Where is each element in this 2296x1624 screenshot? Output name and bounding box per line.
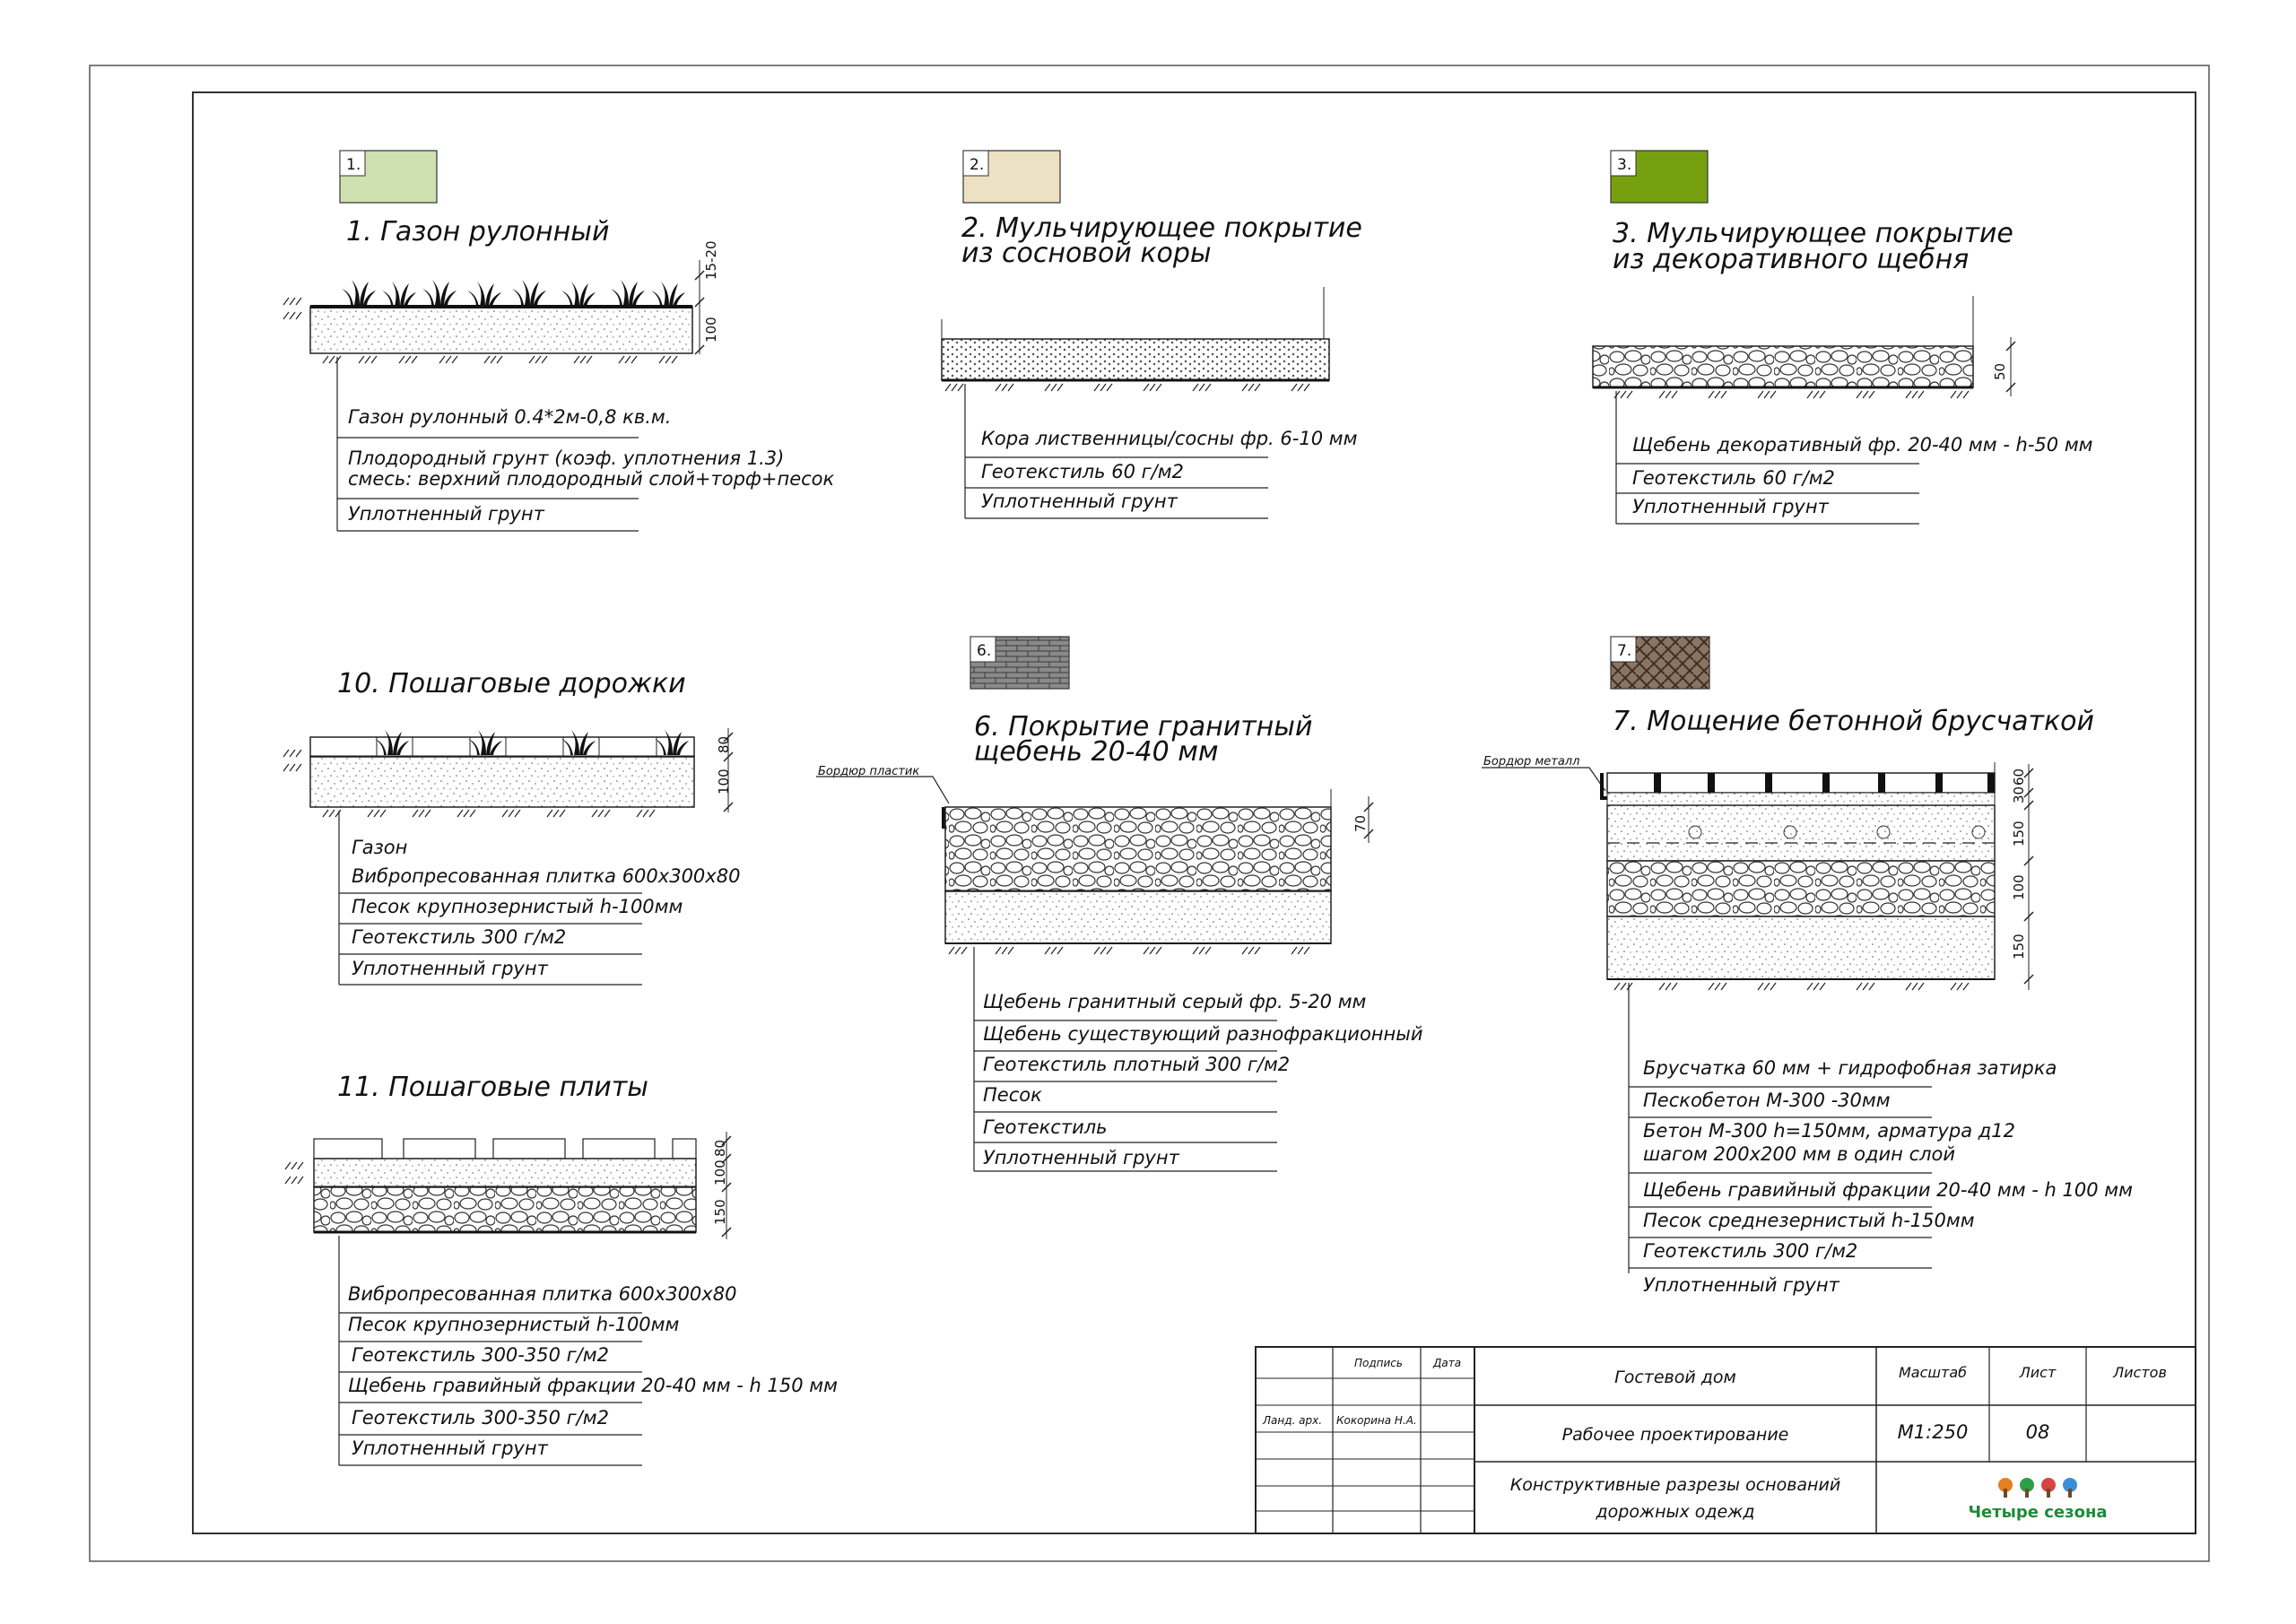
tb-sheet: 08 [2025,1421,2050,1443]
layer-7-gravel: Щебень гравийный фракции 20-40 мм - h 100 мм [1643,1179,2133,1201]
tb-sheet-title-2: дорожных одежд [1596,1502,1755,1522]
gravel-layer-7 [1607,861,1995,916]
tb-role: Ланд. арх. [1263,1414,1323,1427]
section-3-title-line2: из декоративного щебня [1613,244,1970,275]
layer-7-concrete-mesh: шагом 200x200 мм в один слой [1643,1143,1956,1165]
layer-6-geotextile-dense: Геотекстиль плотный 300 г/м2 [983,1054,1291,1075]
section-11-stepping-slabs [285,1072,838,1465]
tb-sheets-label: Листов [2113,1364,2167,1381]
sand-layer-11 [314,1159,696,1187]
dim-10-sand: 100 [716,769,732,795]
layer-1-soil-mix: смесь: верхний плодородный слой+торф+песок [348,468,835,490]
layer-7-compacted: Уплотненный грунт [1643,1274,1839,1296]
layer-11-compacted: Уплотненный грунт [352,1437,548,1459]
fertile-soil-layer [310,307,692,353]
layer-10-geotextile: Геотекстиль 300 г/м2 [352,926,567,948]
layer-10-sand: Песок крупнозернистый h-100мм [352,896,683,917]
layer-1-compacted: Уплотненный грунт [348,503,544,525]
sand-layer [310,757,694,807]
dim-7-sandcrete: 30 [2011,786,2027,803]
dim-7-sand: 150 [2011,934,2027,960]
layer-3-gravel: Щебень декоративный фр. 20-40 мм - h-50 мм [1632,434,2093,456]
layer-6-compacted: Уплотненный грунт [983,1147,1179,1168]
layer-6-sand: Песок [983,1084,1042,1106]
layer-11-slab: Вибропресованная плитка 600x300x80 [348,1283,737,1305]
tb-author: Кокорина Н.А. [1336,1414,1417,1427]
section-11-title: 11. Пошаговые плиты [337,1072,648,1103]
dim-11-sand: 100 [712,1159,728,1185]
layer-10-paver: Вибропресованная плитка 600x300x80 [352,865,741,887]
section-1-title: 1. Газон рулонный [346,216,610,248]
layer-6-granite: Щебень гранитный серый фр. 5-20 мм [983,991,1367,1012]
dim-11-gravel: 150 [712,1199,728,1225]
layer-7-sandcrete: Пескобетон М-300 -30мм [1643,1090,1891,1111]
tb-sheet-title-1: Конструктивные разрезы оснований [1509,1475,1841,1495]
section-3-gravel-mulch [1593,151,2093,524]
layer-7-sand: Песок среднезернистый h-150мм [1643,1210,1975,1231]
paver-layer [310,737,694,757]
section-2-title-line2: из сосновой коры [961,238,1212,269]
border-plastic-label: Бордюр пластик [818,765,920,778]
tb-stage: Рабочее проектирование [1561,1425,1789,1445]
tb-sheet-label: Лист [2019,1364,2057,1381]
layer-2-bark: Кора лиственницы/сосны фр. 6-10 мм [981,428,1358,449]
layer-7-geotextile: Геотекстиль 300 г/м2 [1643,1240,1858,1262]
layer-2-geotextile: Геотекстиль 60 г/м2 [981,461,1184,482]
section-10-stepping-path [283,668,740,985]
section-6-granite-gravel [816,637,1423,1171]
gravel-layer-11 [314,1187,696,1232]
swatch-6-number: 6. [977,642,992,660]
layer-11-geotextile-1: Геотекстиль 300-350 г/м2 [352,1344,609,1366]
dim-1-grass: 15-20 [703,240,719,280]
section-6-title-line1: 6. Покрытие гранитный [974,711,1313,743]
dim-7-paver: 60 [2011,768,2027,786]
layer-6-existing: Щебень существующий разнофракционный [983,1023,1423,1045]
section-10-title: 10. Пошаговые дорожки [337,668,686,699]
tb-project: Гостевой дом [1614,1368,1736,1387]
dim-11-slab: 80 [712,1139,728,1157]
swatch-1-number: 1. [346,156,361,174]
section-2-title-line1: 2. Мульчирующее покрытие [961,213,1362,244]
decorative-gravel-layer [1593,346,1973,387]
section-3-title-line1: 3. Мульчирующее покрытие [1613,218,2013,249]
layer-11-gravel: Щебень гравийный фракции 20-40 мм - h 150 мм [348,1375,838,1396]
section-7-title: 7. Мощение бетонной брусчаткой [1613,706,2094,737]
tb-scale-label: Масштаб [1898,1364,1968,1381]
section-6-title-line2: щебень 20-40 мм [974,736,1219,768]
dim-6-gravel: 70 [1352,814,1369,832]
section-2-bark-mulch [942,151,1362,518]
tb-sign-header: Подпись [1354,1357,1403,1369]
layer-2-compacted: Уплотненный грунт [981,491,1178,512]
tb-scale: М1:250 [1897,1421,1969,1443]
tb-date-header: Дата [1433,1357,1462,1369]
dim-10-paver: 80 [716,735,732,753]
layer-3-geotextile: Геотекстиль 60 г/м2 [1632,467,1835,489]
layer-11-geotextile-2: Геотекстиль 300-350 г/м2 [352,1407,609,1429]
layer-1-soil: Плодородный грунт (коэф. уплотнения 1.3) [348,447,785,469]
dim-1-soil: 100 [703,317,719,343]
swatch-2-number: 2. [970,156,985,174]
section-7-concrete-pavers [1482,637,2133,1296]
granite-gravel-layer [945,807,1331,891]
border-metal-label: Бордюр металл [1483,755,1580,769]
logo-text: Четыре сезона [1968,1503,2108,1522]
dim-3-gravel: 50 [1992,362,2008,380]
sand-layer-7 [1607,916,1995,979]
dim-7-gravel: 100 [2011,874,2027,900]
layer-1-lawn: Газон рулонный 0.4*2м-0,8 кв.м. [348,406,672,428]
concrete-layer [1607,805,1995,861]
layer-10-lawn: Газон [352,837,408,858]
layer-7-concrete: Бетон М-300 h=150мм, арматура д12 [1643,1120,2015,1142]
sand-layer-6 [945,891,1331,943]
section-1-lawn [283,151,835,531]
swatch-3-number: 3. [1617,156,1632,174]
layer-11-sand: Песок крупнозернистый h-100мм [348,1314,680,1335]
dim-7-concrete: 150 [2011,821,2027,847]
bark-layer [942,339,1329,380]
layer-6-geotextile: Геотекстиль [983,1116,1108,1138]
layer-10-compacted: Уплотненный грунт [352,958,548,979]
layer-7-paver: Брусчатка 60 мм + гидрофобная затирка [1643,1057,2057,1079]
layer-3-compacted: Уплотненный грунт [1632,496,1829,517]
swatch-7-number: 7. [1617,642,1632,660]
title-block [1256,1347,2196,1533]
